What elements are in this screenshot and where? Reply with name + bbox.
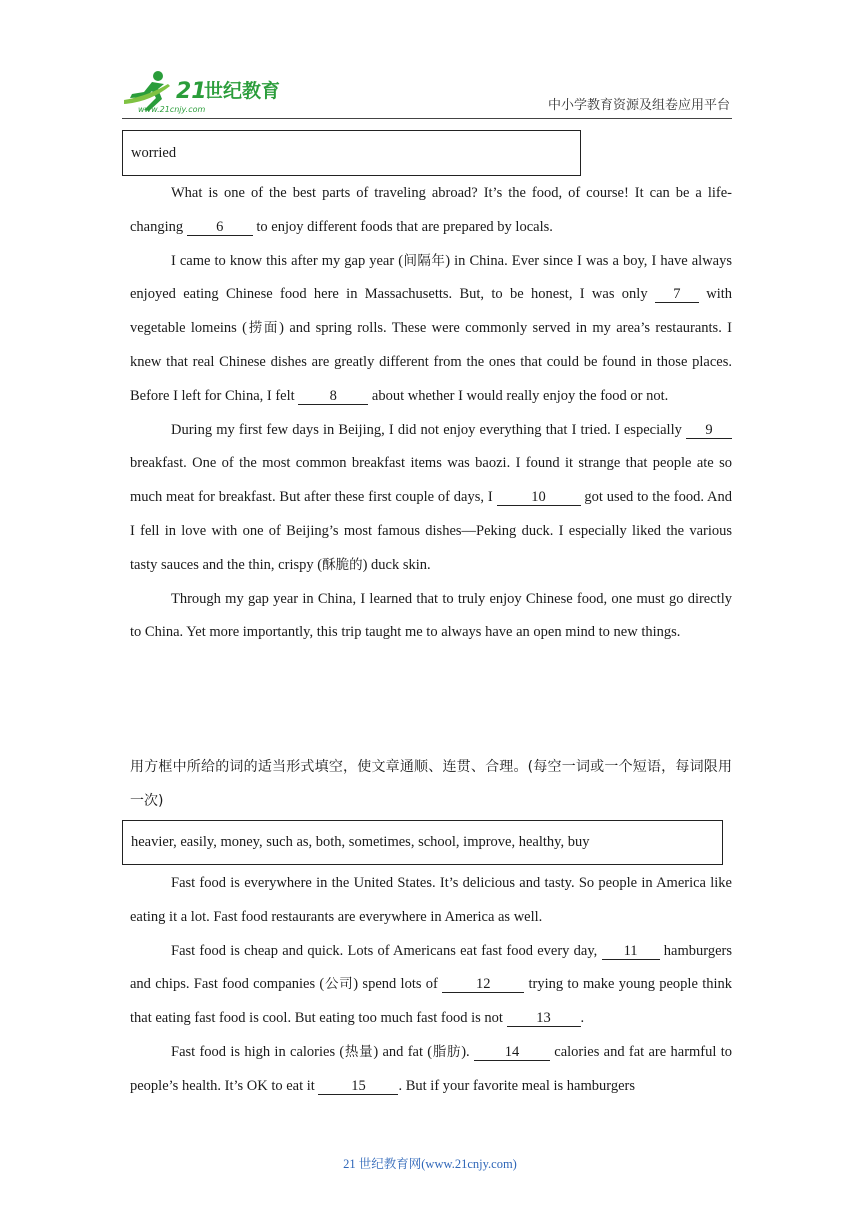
chinese-gloss: 捞面	[246, 320, 280, 337]
chinese-gloss: 公司	[324, 976, 354, 993]
blank-7[interactable]: 7	[655, 286, 699, 303]
text-run: . But if your favorite meal is hamburgers	[398, 1077, 635, 1094]
passage-2-paragraph-3	[130, 1036, 732, 1104]
chinese-gloss: 热量	[344, 1043, 374, 1060]
text-run: .	[580, 1010, 585, 1027]
svg-text:世纪教育: 世纪教育	[204, 80, 281, 102]
blank-11[interactable]: 11	[602, 943, 660, 960]
passage-2	[130, 867, 732, 1104]
section-2-instruction: 用方框中所给的词的适当形式填空，使文章通顺、连贯、合理。(每空一词或一个短语，每词限用一次)	[130, 759, 732, 809]
text-run: ) and spring rolls. These were commonly served in my area’s restaurants. I knew that real Chinese dishes are greatly different from the ones that could be found in those places. Before I left for China, I felt	[130, 320, 732, 404]
platform-name: 中小学教育资源及组卷应用平台	[547, 97, 730, 112]
svg-text:www.21cnjy.com: www.21cnjy.com	[138, 105, 206, 114]
text-run: ) spend lots of	[353, 976, 443, 993]
text-run: Fast food is cheap and quick. Lots of Americans eat fast food every day,	[171, 942, 602, 959]
passage-1-paragraph-1	[130, 177, 732, 245]
header-divider	[122, 118, 732, 119]
word-box-2-text: heavier, easily, money, such as, both, sometimes, school, improve, healthy, buy	[131, 834, 590, 850]
section-2-instruction-block	[130, 751, 732, 819]
text-run: trying to make young people think that eating fast food is cool. But eating too much fast food is not	[130, 976, 733, 1027]
text-run: ) and fat (	[373, 1043, 433, 1060]
passage-1-paragraph-4: Through my gap year in China, I learned that to truly enjoy Chinese food, one must go directly to China. Yet more importantly, this trip taught me to always have an open mind to new things.	[130, 590, 732, 641]
chinese-gloss: 脂肪	[432, 1043, 462, 1060]
passage-1-paragraph-2	[130, 245, 732, 414]
text-run: ).	[461, 1043, 474, 1060]
blank-15[interactable]: 15	[318, 1078, 398, 1095]
word-box-1	[122, 130, 581, 176]
runner-logo-icon	[122, 70, 292, 114]
footer-link[interactable]: 21 世纪教育网(www.21cnjy.com)	[343, 1157, 517, 1171]
text-run: What is one of the best parts of traveling abroad? It’s the food, of course! It can be a life-changing	[130, 185, 732, 235]
chinese-gloss: 间隔年	[403, 252, 446, 269]
text-run: got used to the food. And I fell in love with one of Beijing’s most famous dishes—Peking duck. I especially liked the various tasty sauces and the thin, crispy (	[130, 489, 733, 573]
word-box-1-text: worried	[131, 144, 177, 161]
text-run: with vegetable lomeins (	[130, 286, 733, 337]
text-run: breakfast. One of the most common breakfast items was baozi. I found it strange that people ate so much meat for breakfast. But after these first couple of days, I	[130, 455, 732, 506]
passage-1-paragraph-3	[130, 414, 732, 583]
blank-9[interactable]: 9	[686, 422, 732, 439]
text-run: I came to know this after my gap year (	[171, 252, 404, 269]
text-run: ) duck skin.	[362, 556, 431, 573]
text-run: to enjoy different foods that are prepared by locals.	[252, 218, 553, 235]
text-run: Fast food is high in calories (	[171, 1043, 345, 1060]
blank-14[interactable]: 14	[474, 1044, 550, 1061]
blank-13[interactable]: 13	[507, 1010, 581, 1027]
svg-text:21: 21	[176, 79, 207, 104]
blank-6[interactable]: 6	[187, 219, 253, 236]
text-run: ) in China. Ever since I was a boy, I have always enjoyed eating Chinese food here in Massachusetts. But, to be honest, I was only	[130, 252, 733, 303]
chinese-gloss: 酥脆的	[322, 556, 363, 573]
text-run: hamburgers and chips. Fast food companies (	[130, 942, 732, 993]
blank-10[interactable]: 10	[497, 489, 581, 506]
blank-8[interactable]: 8	[298, 388, 368, 405]
text-run: calories and fat are harmful to people’s health. It’s OK to eat it	[130, 1043, 732, 1094]
blank-12[interactable]: 12	[442, 976, 524, 993]
passage-2-paragraph-1: Fast food is everywhere in the United States. It’s delicious and tasty. So people in America like eating it a lot. Fast food restaurants are everywhere in America as well.	[130, 875, 732, 925]
passage-2-paragraph-2	[130, 935, 732, 1036]
text-run: about whether I would really enjoy the food or not.	[368, 387, 669, 404]
word-box-2	[122, 820, 723, 865]
text-run: During my first few days in Beijing, I did not enjoy everything that I tried. I especially	[171, 421, 686, 438]
passage-1	[130, 177, 732, 650]
site-logo[interactable]	[122, 70, 292, 114]
